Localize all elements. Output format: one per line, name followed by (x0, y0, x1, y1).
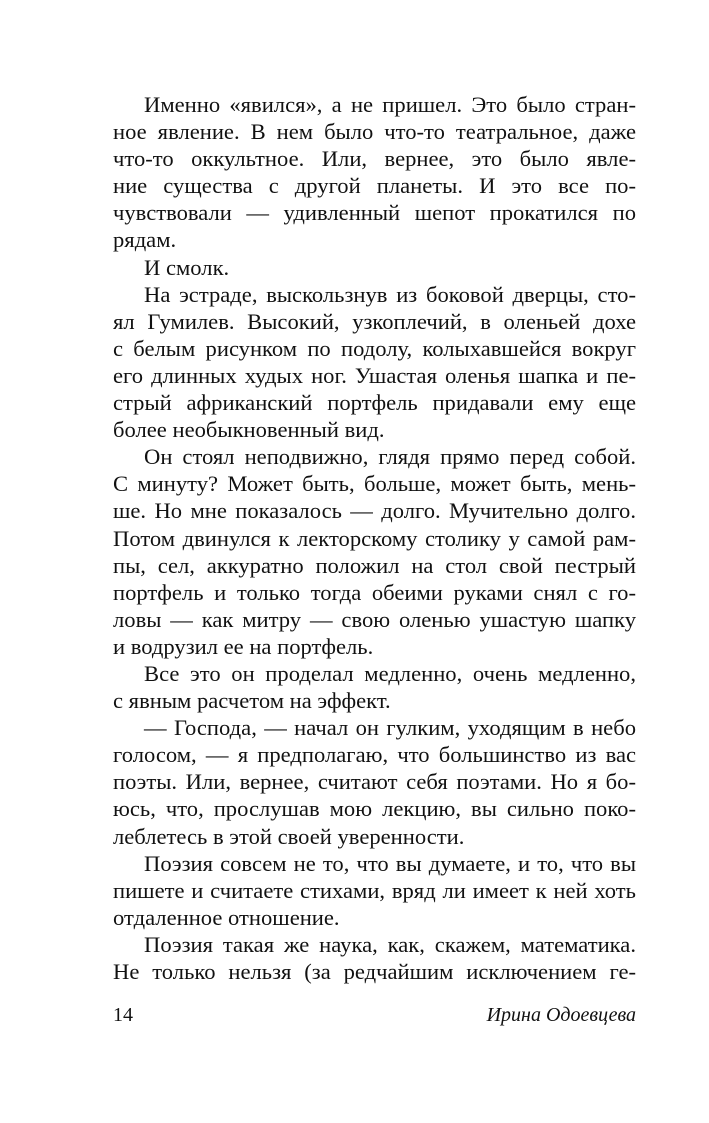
text-line: его длинных худых ног. Ушастая оленья шапка и пе- (113, 362, 636, 388)
text-line: пишете и считаете стихами, вряд ли имеет к ней хоть (113, 877, 636, 903)
text-line: с явным расчетом на эффект. (113, 688, 391, 714)
text-line: ние существа с другой планеты. И это все по- (113, 173, 636, 199)
text-line: ловы — как митру — свою оленью ушастую шапку (113, 606, 636, 632)
text-line: ше. Но мне показалось — долго. Мучительно долго. (113, 498, 636, 524)
text-line: что-то оккультное. Или, вернее, это было явле- (113, 146, 636, 172)
text-line: голосом, — я предполагаю, что большинство из вас (113, 742, 636, 768)
text-line: с белым рисунком по подолу, колыхавшейся вокруг (113, 335, 636, 361)
text-line: Поэзия совсем не то, что вы думаете, и то, что вы (144, 850, 636, 876)
text-line: Он стоял неподвижно, глядя прямо перед собой. (144, 444, 636, 470)
text-line: портфель и только тогда обеими руками снял с го- (113, 579, 636, 605)
text-line: юсь, что, прослушав мою лекцию, вы сильно поко- (113, 796, 636, 822)
text-line: На эстраде, выскользнув из боковой дверцы, сто- (144, 281, 636, 307)
text-line: Потом двинулся к лекторскому столику у самой рам- (113, 525, 636, 551)
text-line: Не только нельзя (за редчайшим исключением ге- (113, 959, 636, 984)
text-line: ял Гумилев. Высокий, узкоплечий, в оленьей дохе (113, 308, 636, 334)
text-line: и водрузил ее на портфель. (113, 633, 374, 659)
text-line: стрый африканский портфель придавали ему еще (113, 390, 636, 416)
text-line: пы, сел, аккуратно положил на стол свой пестрый (113, 552, 636, 578)
text-line: отдаленное отношение. (113, 904, 340, 930)
text-line: ное явление. В нем было что-то театральное, даже (113, 119, 636, 145)
text-line: более необыкновенный вид. (113, 417, 385, 443)
text-line: Поэзия такая же наука, как, скажем, математика. (144, 931, 636, 957)
text-line: Именно «явился», а не пришел. Это было стран- (144, 92, 636, 117)
text-line: чувствовали — удивленный шепот прокатился по (113, 200, 636, 226)
page-footer (113, 1002, 636, 1029)
text-line: — Господа, — начал он гулким, уходящим в небо (144, 715, 636, 741)
running-author: Ирина Одоевцева (486, 1004, 636, 1026)
text-line: рядам. (113, 227, 177, 253)
page-number: 14 (113, 1004, 133, 1026)
text-line: С минуту? Может быть, больше, может быть, мень- (113, 471, 636, 497)
text-line: И смолк. (144, 254, 230, 280)
body-text (113, 91, 636, 985)
text-line: Все это он проделал медленно, очень медленно, (144, 660, 636, 686)
text-line: поэты. Или, вернее, считают себя поэтами. Но я бо- (113, 769, 636, 795)
text-line: леблетесь в этой своей уверенности. (113, 823, 465, 849)
